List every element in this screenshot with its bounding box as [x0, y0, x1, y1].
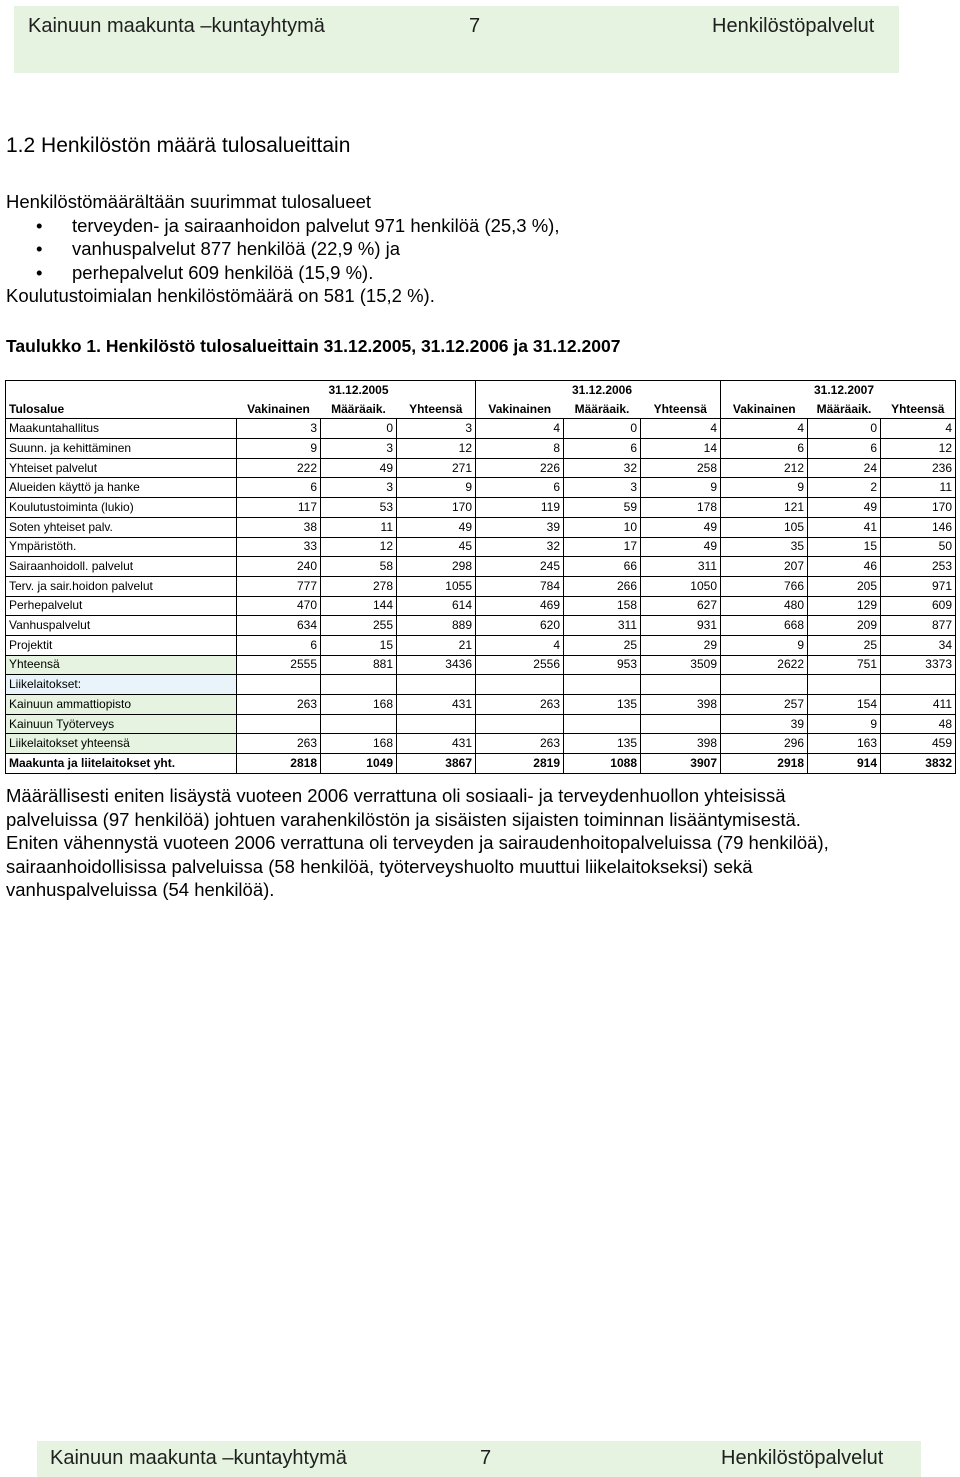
- table-row: [6, 655, 956, 675]
- table-cell: 146: [881, 517, 956, 537]
- table-cell: 6: [808, 439, 881, 459]
- table-cell: 49: [641, 537, 721, 557]
- table-cell: 209: [808, 616, 881, 636]
- table-cell: 1049: [321, 754, 397, 774]
- staff-table: [5, 380, 956, 774]
- bullet-item: • perhepalvelut 609 henkilöä (15,9 %).: [36, 261, 374, 283]
- table-cell: 46: [808, 557, 881, 577]
- table-cell: 236: [881, 458, 956, 478]
- table-row: [6, 675, 956, 695]
- footer-page-number: 7: [480, 1447, 492, 1469]
- table-cell: 49: [641, 517, 721, 537]
- table-cell: 3: [564, 478, 641, 498]
- table-row: [6, 695, 956, 715]
- table-cell: 4: [721, 419, 808, 439]
- date-header: 31.12.2007: [808, 381, 881, 400]
- table-cell: 25: [564, 635, 641, 655]
- table-cell: 205: [808, 576, 881, 596]
- table-cell: 766: [721, 576, 808, 596]
- column-header: Yhteensä: [641, 400, 721, 419]
- table-cell: 6: [237, 478, 321, 498]
- table-cell: [321, 714, 397, 734]
- intro-lead: Henkilöstömäärältään suurimmat tulosalueet: [6, 191, 372, 212]
- table-cell: 9: [721, 478, 808, 498]
- table-cell: 11: [321, 517, 397, 537]
- table-cell: 9: [237, 439, 321, 459]
- table-cell: [641, 675, 721, 695]
- table-cell: 9: [641, 478, 721, 498]
- table-cell: 881: [321, 655, 397, 675]
- table-cell: 15: [808, 537, 881, 557]
- table-cell: [397, 714, 476, 734]
- row-label: Soten yhteiset palv.: [6, 517, 237, 537]
- table-cell: 6: [564, 439, 641, 459]
- table-row: [6, 517, 956, 537]
- table-cell: 168: [321, 695, 397, 715]
- table-cell: 266: [564, 576, 641, 596]
- table-cell: 6: [476, 478, 564, 498]
- table-header-dates: [6, 381, 956, 400]
- column-header: Vakinainen: [476, 400, 564, 419]
- table-cell: 8: [476, 439, 564, 459]
- table-cell: 4: [476, 635, 564, 655]
- body-line: Määrällisesti eniten lisäystä vuoteen 2006 verrattuna oli sosiaali- ja terveydenhuollon yhteisissä: [6, 785, 786, 806]
- table-cell: 2819: [476, 754, 564, 774]
- column-header: Yhteensä: [881, 400, 956, 419]
- table-cell: 668: [721, 616, 808, 636]
- table-cell: 777: [237, 576, 321, 596]
- table-cell: 178: [641, 498, 721, 518]
- row-label: Yhteiset palvelut: [6, 458, 237, 478]
- table-cell: [808, 675, 881, 695]
- table-cell: 784: [476, 576, 564, 596]
- row-label: Sairaanhoidoll. palvelut: [6, 557, 237, 577]
- table-cell: 1055: [397, 576, 476, 596]
- row-label: Liikelaitokset yhteensä: [6, 734, 237, 754]
- header-department: Henkilöstöpalvelut: [712, 15, 875, 37]
- footer-organization: Kainuun maakunta –kuntayhtymä: [50, 1447, 347, 1469]
- table-cell: 971: [881, 576, 956, 596]
- table-row: [6, 714, 956, 734]
- table-cell: 1050: [641, 576, 721, 596]
- table-cell: 253: [881, 557, 956, 577]
- table-cell: 158: [564, 596, 641, 616]
- table-cell: 4: [476, 419, 564, 439]
- row-label: Maakunta ja liitelaitokset yht.: [6, 754, 237, 774]
- table-cell: 480: [721, 596, 808, 616]
- table-cell: [881, 675, 956, 695]
- table-row: [6, 557, 956, 577]
- table-header-columns: [6, 400, 956, 419]
- table-cell: 240: [237, 557, 321, 577]
- row-label: Ympäristöth.: [6, 537, 237, 557]
- bullet-item: • terveyden- ja sairaanhoidon palvelut 971 henkilöä (25,3 %),: [36, 214, 560, 236]
- table-cell: 263: [237, 695, 321, 715]
- table-cell: 0: [564, 419, 641, 439]
- table-row: [6, 419, 956, 439]
- table-cell: 41: [808, 517, 881, 537]
- table-cell: 953: [564, 655, 641, 675]
- table-cell: 398: [641, 734, 721, 754]
- table-cell: 17: [564, 537, 641, 557]
- bullet-icon: •: [36, 261, 43, 283]
- table-cell: 66: [564, 557, 641, 577]
- table-cell: 634: [237, 616, 321, 636]
- table-cell: 212: [721, 458, 808, 478]
- row-label: Vanhuspalvelut: [6, 616, 237, 636]
- column-header: Vakinainen: [237, 400, 321, 419]
- table-cell: 245: [476, 557, 564, 577]
- table-cell: [476, 675, 564, 695]
- table-cell: 117: [237, 498, 321, 518]
- table-cell: 10: [564, 517, 641, 537]
- table-cell: 3: [397, 419, 476, 439]
- table-cell: 24: [808, 458, 881, 478]
- table-cell: 32: [476, 537, 564, 557]
- table-cell: 9: [397, 478, 476, 498]
- table-cell: 119: [476, 498, 564, 518]
- table-cell: 2818: [237, 754, 321, 774]
- table-cell: [321, 675, 397, 695]
- column-header: Määräaik.: [321, 400, 397, 419]
- table-cell: 914: [808, 754, 881, 774]
- table-cell: 614: [397, 596, 476, 616]
- table-cell: 311: [564, 616, 641, 636]
- table-cell: 6: [237, 635, 321, 655]
- header-page-number: 7: [469, 15, 481, 37]
- body-line: Eniten vähennystä vuoteen 2006 verrattuna oli terveyden ja sairaudenhoitopalveluissa (79 henkilöä),: [6, 832, 829, 854]
- row-label: Perhepalvelut: [6, 596, 237, 616]
- table-cell: 278: [321, 576, 397, 596]
- table-cell: 311: [641, 557, 721, 577]
- table-cell: 3: [321, 439, 397, 459]
- date-header: 31.12.2005: [321, 381, 397, 400]
- table-cell: 3436: [397, 655, 476, 675]
- row-label: Liikelaitokset:: [6, 675, 237, 695]
- row-label: Maakuntahallitus: [6, 419, 237, 439]
- table-cell: 39: [721, 714, 808, 734]
- row-label: Kainuun ammattiopisto: [6, 695, 237, 715]
- table-cell: 411: [881, 695, 956, 715]
- table-cell: 2: [808, 478, 881, 498]
- table-cell: 121: [721, 498, 808, 518]
- table-cell: 469: [476, 596, 564, 616]
- table-cell: 3907: [641, 754, 721, 774]
- table-cell: 14: [641, 439, 721, 459]
- table-cell: 0: [808, 419, 881, 439]
- table-cell: 144: [321, 596, 397, 616]
- column-header: Yhteensä: [397, 400, 476, 419]
- table-cell: 12: [397, 439, 476, 459]
- table-cell: 59: [564, 498, 641, 518]
- table-cell: 50: [881, 537, 956, 557]
- intro-block: [6, 190, 559, 308]
- table-cell: 170: [881, 498, 956, 518]
- intro-bullet-list: [6, 214, 559, 285]
- table-cell: 48: [881, 714, 956, 734]
- table-cell: 255: [321, 616, 397, 636]
- table-cell: 263: [237, 734, 321, 754]
- table-cell: 3: [237, 419, 321, 439]
- row-label: Kainuun Työterveys: [6, 714, 237, 734]
- table-row: [6, 596, 956, 616]
- table-cell: [397, 675, 476, 695]
- table-cell: 627: [641, 596, 721, 616]
- table-cell: 39: [476, 517, 564, 537]
- table-cell: 34: [881, 635, 956, 655]
- table-cell: 168: [321, 734, 397, 754]
- table-cell: 32: [564, 458, 641, 478]
- table-cell: 751: [808, 655, 881, 675]
- table-cell: 298: [397, 557, 476, 577]
- row-label: Koulutustoiminta (lukio): [6, 498, 237, 518]
- table-cell: 33: [237, 537, 321, 557]
- table-row: [6, 754, 956, 774]
- table-row: [6, 576, 956, 596]
- bullet-item: • vanhuspalvelut 877 henkilöä (22,9 %) ja: [36, 238, 401, 259]
- table-cell: 431: [397, 695, 476, 715]
- body-line: sairaanhoidollisissa palveluissa (58 henkilöä, työterveyshuolto muuttui liikelaitokseksi) sekä: [6, 855, 753, 877]
- table-cell: 58: [321, 557, 397, 577]
- table-cell: 263: [476, 734, 564, 754]
- table-cell: 49: [808, 498, 881, 518]
- table-row: [6, 478, 956, 498]
- table-cell: 2555: [237, 655, 321, 675]
- table-cell: 15: [321, 635, 397, 655]
- table-cell: 431: [397, 734, 476, 754]
- table-cell: 2556: [476, 655, 564, 675]
- table-cell: 222: [237, 458, 321, 478]
- date-header: 31.12.2006: [564, 381, 641, 400]
- page-footer: [37, 1441, 921, 1477]
- table-cell: 45: [397, 537, 476, 557]
- table-title: Taulukko 1. Henkilöstö tulosalueittain 31.12.2005, 31.12.2006 ja 31.12.2007: [6, 336, 621, 356]
- table-cell: 170: [397, 498, 476, 518]
- table-cell: 470: [237, 596, 321, 616]
- section-title: 1.2 Henkilöstön määrä tulosalueittain: [6, 134, 351, 157]
- table-cell: 2622: [721, 655, 808, 675]
- table-cell: 21: [397, 635, 476, 655]
- table-cell: 877: [881, 616, 956, 636]
- bullet-icon: •: [36, 214, 43, 236]
- table-cell: 135: [564, 734, 641, 754]
- table-cell: 931: [641, 616, 721, 636]
- column-header: Vakinainen: [721, 400, 808, 419]
- table-cell: 2918: [721, 754, 808, 774]
- table-cell: 207: [721, 557, 808, 577]
- table-cell: 459: [881, 734, 956, 754]
- table-row: [6, 734, 956, 754]
- table-cell: 49: [397, 517, 476, 537]
- body-line: vanhuspalveluissa (54 henkilöä).: [6, 879, 275, 901]
- column-header: Tulosalue: [6, 400, 237, 419]
- table-cell: 0: [321, 419, 397, 439]
- row-label: Yhteensä: [6, 655, 237, 675]
- table-row: [6, 635, 956, 655]
- table-cell: 609: [881, 596, 956, 616]
- table-cell: [564, 714, 641, 734]
- table-cell: 889: [397, 616, 476, 636]
- table-cell: 296: [721, 734, 808, 754]
- row-label: Alueiden käyttö ja hanke: [6, 478, 237, 498]
- table-cell: 6: [721, 439, 808, 459]
- table-cell: 49: [321, 458, 397, 478]
- table-row: [6, 458, 956, 478]
- table-cell: 12: [321, 537, 397, 557]
- table-cell: 3867: [397, 754, 476, 774]
- table-cell: [564, 675, 641, 695]
- table-cell: 129: [808, 596, 881, 616]
- table-cell: 12: [881, 439, 956, 459]
- row-label: Suunn. ja kehittäminen: [6, 439, 237, 459]
- table-cell: 271: [397, 458, 476, 478]
- table-cell: 263: [476, 695, 564, 715]
- body-line: palveluissa (97 henkilöä) johtuen varahenkilöstön ja sisäisten sijaisten toiminnan lisääntymisestä.: [6, 808, 801, 830]
- row-label: Projektit: [6, 635, 237, 655]
- table-cell: 257: [721, 695, 808, 715]
- table-cell: 25: [808, 635, 881, 655]
- table-cell: [721, 675, 808, 695]
- table-cell: 38: [237, 517, 321, 537]
- table-cell: [237, 714, 321, 734]
- table-cell: 154: [808, 695, 881, 715]
- body-paragraph: [6, 784, 946, 902]
- table-cell: 135: [564, 695, 641, 715]
- table-cell: [641, 714, 721, 734]
- column-header: Määräaik.: [564, 400, 641, 419]
- table-cell: 29: [641, 635, 721, 655]
- table-cell: 4: [881, 419, 956, 439]
- table-cell: 620: [476, 616, 564, 636]
- table-cell: 258: [641, 458, 721, 478]
- table-cell: 1088: [564, 754, 641, 774]
- footer-department: Henkilöstöpalvelut: [721, 1447, 884, 1469]
- page-header: [14, 6, 899, 73]
- table-cell: 9: [808, 714, 881, 734]
- table-cell: 53: [321, 498, 397, 518]
- table-cell: [476, 714, 564, 734]
- table-cell: 9: [721, 635, 808, 655]
- table-row: [6, 498, 956, 518]
- table-cell: 3832: [881, 754, 956, 774]
- table-cell: 3: [321, 478, 397, 498]
- column-header: Määräaik.: [808, 400, 881, 419]
- table-cell: 105: [721, 517, 808, 537]
- table-cell: 11: [881, 478, 956, 498]
- row-label: Terv. ja sair.hoidon palvelut: [6, 576, 237, 596]
- table-row: [6, 439, 956, 459]
- header-organization: Kainuun maakunta –kuntayhtymä: [28, 15, 325, 37]
- table-cell: 163: [808, 734, 881, 754]
- table-cell: 3373: [881, 655, 956, 675]
- table-cell: 3509: [641, 655, 721, 675]
- table-cell: 35: [721, 537, 808, 557]
- table-cell: [237, 675, 321, 695]
- table-row: [6, 537, 956, 557]
- table-cell: 226: [476, 458, 564, 478]
- table-row: [6, 616, 956, 636]
- bullet-icon: •: [36, 238, 43, 259]
- table-cell: 398: [641, 695, 721, 715]
- table-cell: 4: [641, 419, 721, 439]
- intro-tail: Koulutustoimialan henkilöstömäärä on 581 (15,2 %).: [6, 285, 435, 306]
